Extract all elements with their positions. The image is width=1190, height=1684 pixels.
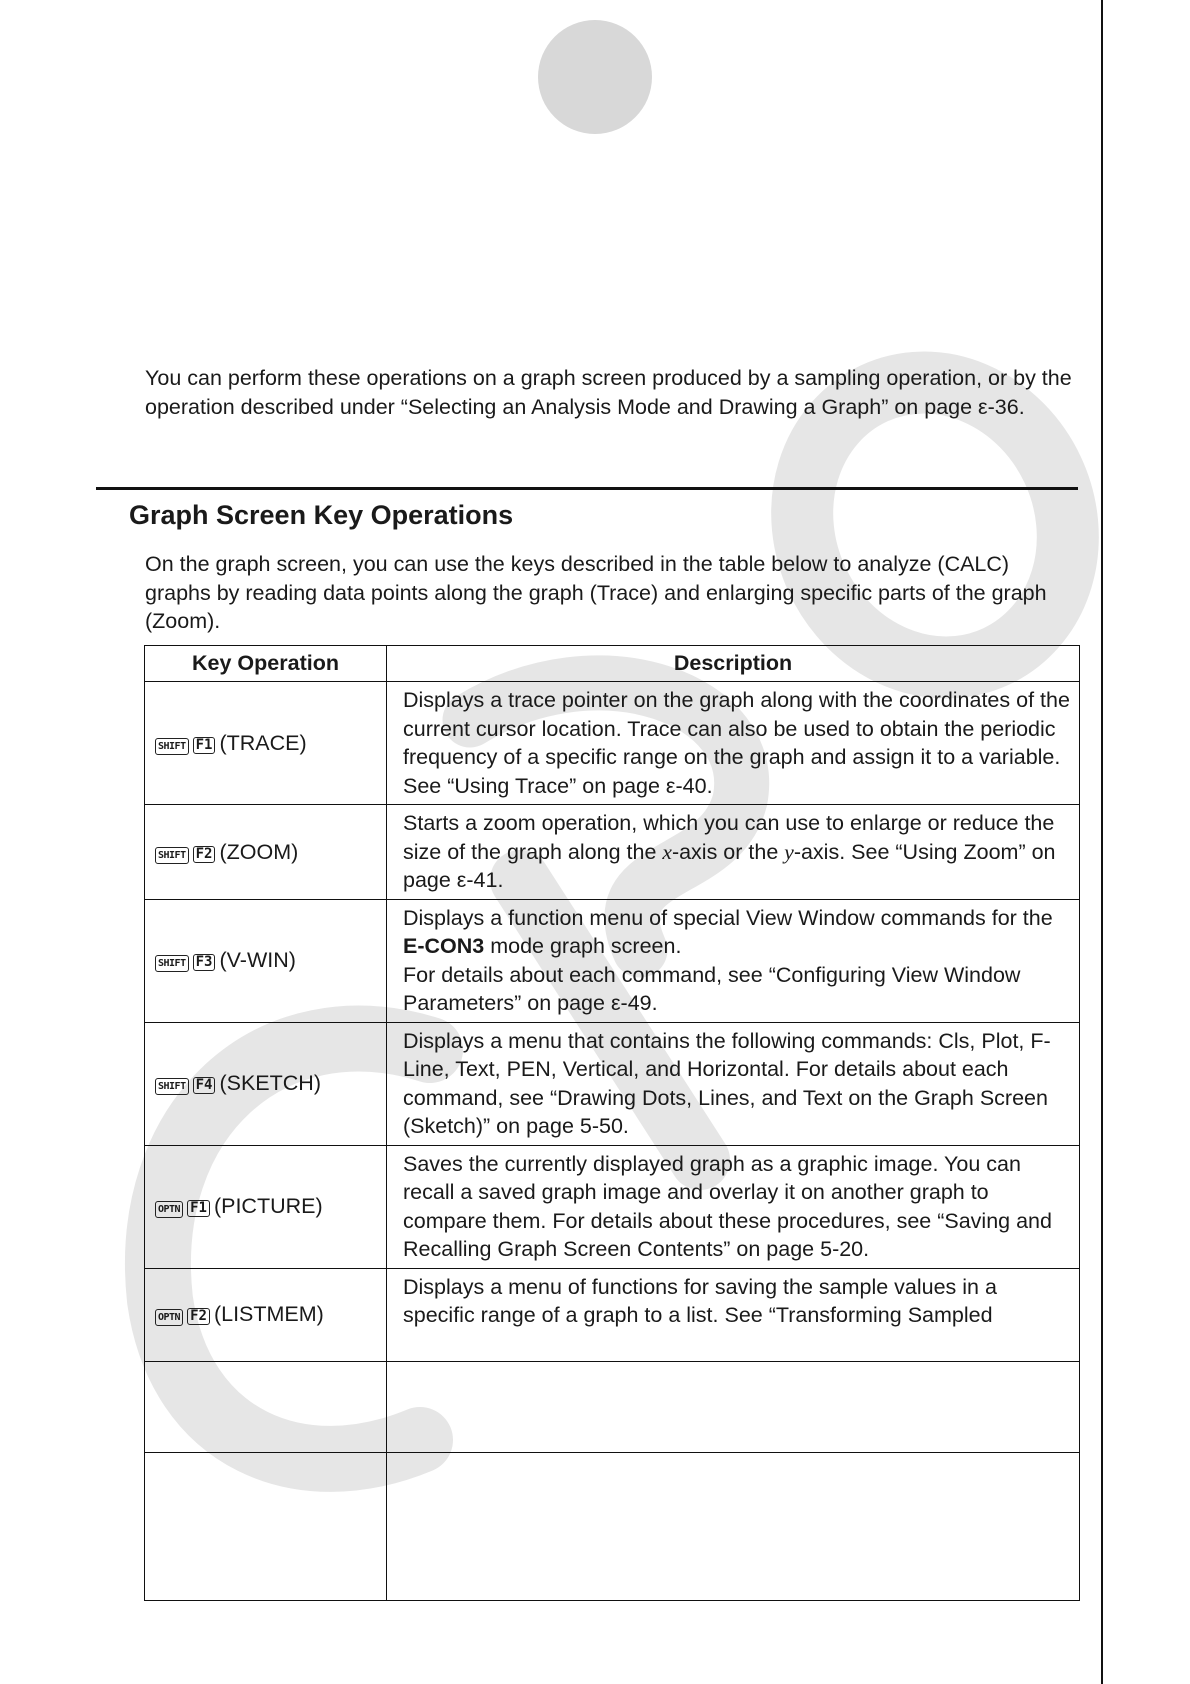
x-axis-symbol: x (662, 839, 672, 864)
description-cell: Displays a menu that contains the following commands: Cls, Plot, F-Line, Text, PEN, Vertical, and Horizontal. For details about each command, see “Drawing Dots, Lines, and Text on the Graph Screen (Sketch)” on page 5-50. (387, 1022, 1080, 1145)
section-divider (96, 487, 1078, 490)
key-cell-sketch (145, 1022, 387, 1145)
table-row (145, 1361, 1080, 1452)
action-label: (SKETCH) (219, 1071, 321, 1096)
section-heading: Graph Screen Key Operations (129, 500, 514, 530)
table-row (145, 1452, 1080, 1600)
table-row (145, 805, 1080, 900)
empty-key-cell (145, 1452, 387, 1600)
empty-description-cell (387, 1452, 1080, 1600)
key-cell-vwin (145, 899, 387, 1022)
optn-key-icon: OPTN (155, 1201, 183, 1218)
f2-key-icon: F2 (193, 846, 216, 863)
description-cell: Displays a trace pointer on the graph along with the coordinates of the current cursor location. Trace can also be used to obtain the periodic frequency of a specific range on the graph and assign it to a variable. See “Using Trace” on page ε-40. (387, 682, 1080, 805)
description-cell (387, 805, 1080, 900)
description-cell: Displays a menu of functions for saving the sample values in a specific range of a graph to a list. See “Transforming Sampled (387, 1268, 1080, 1361)
key-cell-listmem (145, 1268, 387, 1361)
optn-key-icon: OPTN (155, 1309, 183, 1326)
lead-paragraph: On the graph screen, you can use the keys described in the table below to analyze (CALC) graphs by reading data points along the graph (Trace) and enlarging specific parts of the graph (Zoom). (145, 552, 1047, 633)
empty-key-cell (145, 1361, 387, 1452)
f3-key-icon: F3 (193, 954, 216, 971)
table-row (145, 1022, 1080, 1145)
y-axis-symbol: y (784, 839, 794, 864)
f1-key-icon: F1 (193, 737, 216, 754)
shift-key-icon: SHIFT (155, 955, 189, 972)
table-row (145, 1145, 1080, 1268)
action-label: (PICTURE) (213, 1194, 323, 1219)
header-key-operation: Key Operation (145, 646, 387, 682)
shift-key-icon: SHIFT (155, 738, 189, 755)
intro-paragraph: You can perform these operations on a graph screen produced by a sampling operation, or by the operation described under “Selecting an Analysis Mode and Drawing a Graph” on page ε-36. (145, 366, 1072, 419)
description-cell (387, 899, 1080, 1022)
key-operations-table (144, 645, 1080, 1601)
desc-text: For details about each command, see “Configuring View Window Parameters” on page ε-49. (403, 962, 1021, 1015)
desc-text: Displays a function menu of special View Window commands for the (403, 905, 1053, 930)
action-label: (LISTMEM) (213, 1302, 324, 1327)
mode-name: E-CON3 (403, 934, 485, 958)
f2-key-icon: F2 (187, 1308, 210, 1325)
shift-key-icon: SHIFT (155, 1078, 189, 1095)
desc-text: -axis or the (671, 839, 785, 864)
empty-description-cell (387, 1361, 1080, 1452)
header-circle-mark (538, 20, 652, 134)
key-cell-picture (145, 1145, 387, 1268)
table-row (145, 1268, 1080, 1361)
table-row (145, 682, 1080, 805)
f1-key-icon: F1 (187, 1200, 210, 1217)
key-cell-zoom (145, 805, 387, 900)
table-header-row (145, 646, 1080, 682)
action-label: (TRACE) (219, 730, 307, 755)
f4-key-icon: F4 (193, 1077, 216, 1094)
description-cell: Saves the currently displayed graph as a graphic image. You can recall a saved graph image and overlay it on another graph to compare them. For details about these procedures, see “Saving and Recalling Graph Screen Contents” on page 5-20. (387, 1145, 1080, 1268)
table-row (145, 899, 1080, 1022)
key-cell-trace (145, 682, 387, 805)
shift-key-icon: SHIFT (155, 847, 189, 864)
page-edge-rule (1101, 0, 1103, 1684)
desc-text: -axis. See “Using Zoom” on page ε-41. (403, 839, 1056, 892)
action-label: (V-WIN) (219, 948, 296, 973)
desc-text: Starts a zoom operation, which you can use to enlarge or reduce the size of the graph along the (403, 811, 1055, 864)
desc-text: mode graph screen. (484, 934, 682, 958)
header-description: Description (387, 646, 1080, 682)
action-label: (ZOOM) (219, 839, 299, 864)
